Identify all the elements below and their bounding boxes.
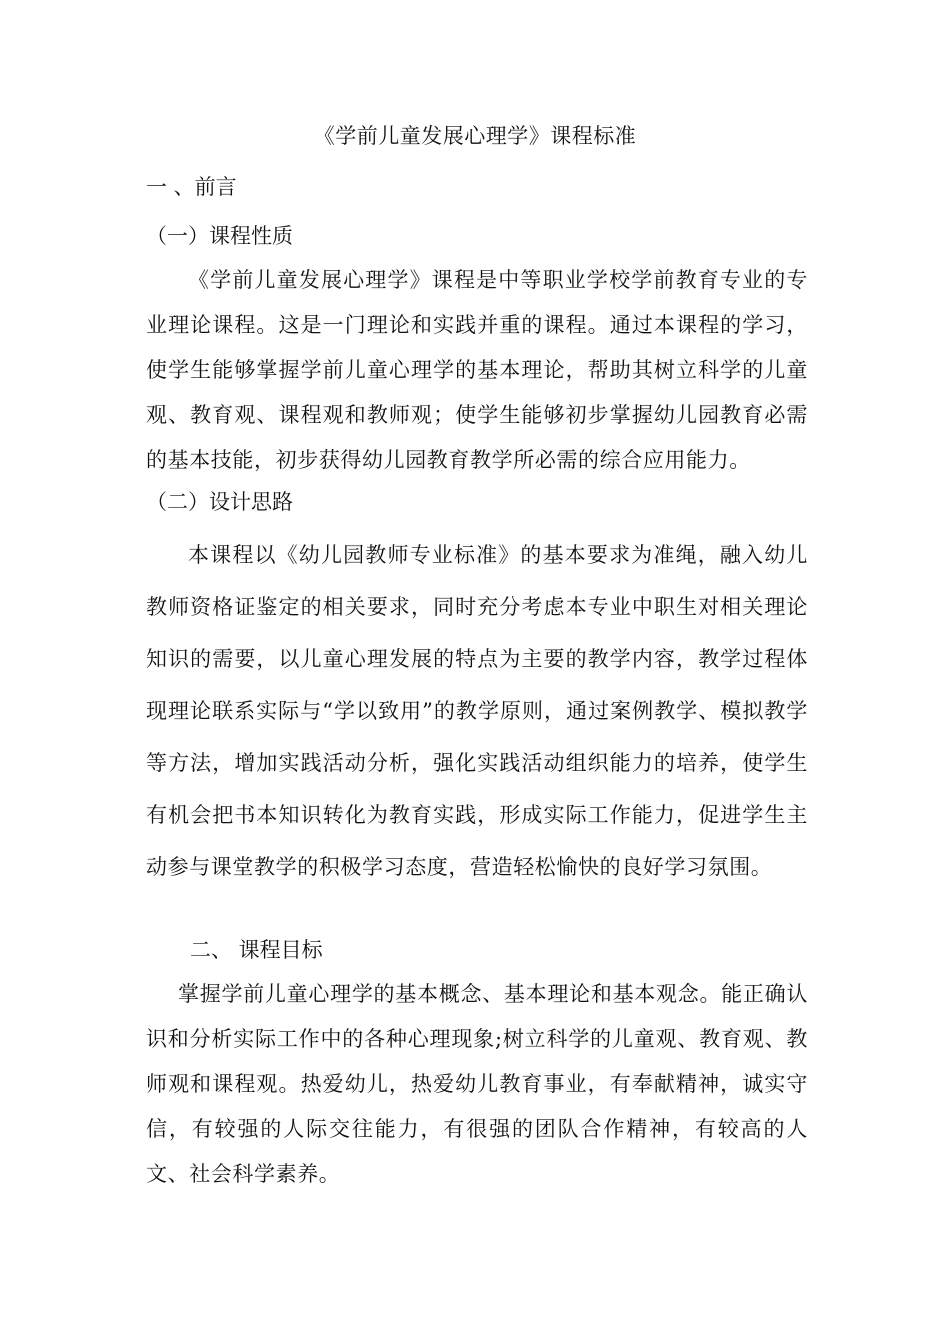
- section-heading-preface: 一 、前言: [146, 175, 237, 199]
- document-title: 《学前儿童发展心理学》课程标准: [313, 124, 637, 148]
- subsection-heading-course-nature: （一）课程性质: [146, 224, 293, 248]
- paragraph-course-goals: 掌握学前儿童心理学的基本概念、基本理论和基本观念。能正确认识和分析实际工作中的各种心理现象;树立科学的儿童观、教育观、教师观和课程观。热爱幼儿，热爱幼儿教育事业，有奉献精神，诚实守信，有较强的人际交往能力，有很强的团队合作精神，有较高的人文、社会科学素养。: [146, 982, 808, 1186]
- paragraph-design-idea: 本课程以《幼儿园教师专业标准》的基本要求为准绳，融入幼儿教师资格证鉴定的相关要求，同时充分考虑本专业中职生对相关理论知识的需要，以儿童心理发展的特点为主要的教学内容，教学过程体现理论联系实际与“学以致用”的教学原则，通过案例教学、模拟教学等方法，增加实践活动分析，强化实践活动组织能力的培养，使学生有机会把书本知识转化为教育实践，形成实际工作能力，促进学生主动参与课堂教学的积极学习态度，营造轻松愉快的良好学习氛围。: [146, 543, 808, 879]
- section-heading-course-goals: 二、 课程目标: [190, 938, 323, 962]
- subsection-heading-design-idea: （二）设计思路: [146, 490, 293, 514]
- paragraph-course-nature: 《学前儿童发展心理学》课程是中等职业学校学前教育专业的专业理论课程。这是一门理论和实践并重的课程。通过本课程的学习，使学生能够掌握学前儿童心理学的基本理论，帮助其树立科学的儿童观、教育观、课程观和教师观；使学生能够初步掌握幼儿园教育必需的基本技能，初步获得幼儿园教育教学所必需的综合应用能力。: [146, 268, 808, 472]
